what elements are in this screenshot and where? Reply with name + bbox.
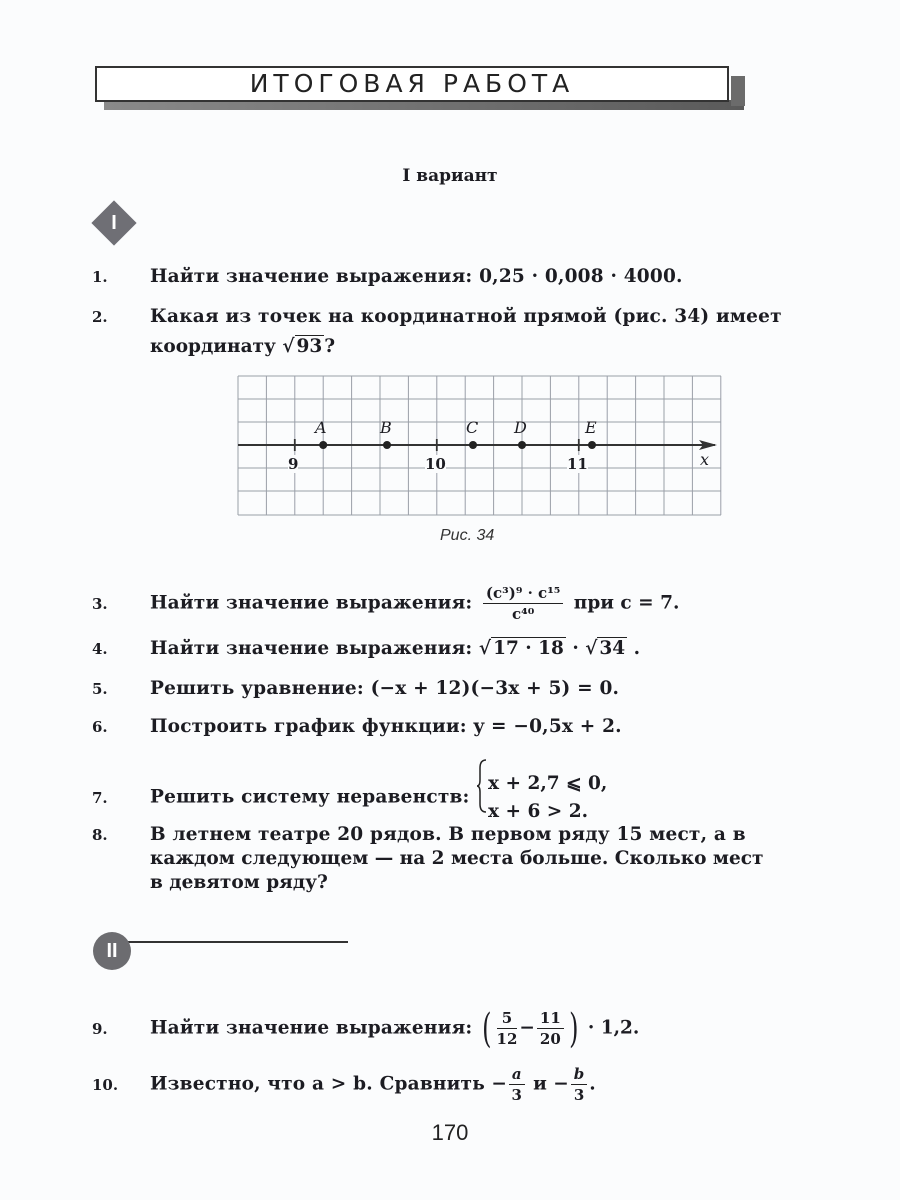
numerator: (c³)⁹ · c¹⁵	[483, 583, 563, 604]
question-1	[92, 264, 683, 290]
minus-sign: −	[519, 1017, 535, 1039]
denominator: 3	[573, 1086, 585, 1104]
question-number: 2.	[92, 308, 108, 326]
question-2-line-2	[150, 334, 335, 360]
question-number: 9.	[92, 1019, 108, 1038]
question-text: Найти значение выражения:	[150, 592, 473, 614]
inequality-1: x + 2,7 ⩽ 0,	[488, 772, 608, 794]
multiply-sign: ·	[565, 638, 586, 659]
page-title: ИТОГОВАЯ РАБОТА	[249, 69, 575, 98]
question-number: 5.	[92, 680, 108, 698]
fraction	[483, 583, 563, 624]
point-label-a: A	[315, 418, 327, 437]
question-number: 8.	[92, 826, 108, 844]
fraction-b-over-3	[571, 1064, 588, 1105]
point-label-e: E	[585, 418, 597, 437]
question-6	[92, 714, 622, 740]
sqrt-expression-1: √ 17 · 18	[478, 638, 564, 659]
radicand: 17 · 18	[493, 638, 564, 659]
question-10: 10. Известно, что a > b. Сравнить − $\frac{a}{3}$ и − $\frac{b}{3}$ .	[92, 1065, 596, 1104]
question-number: 7.	[92, 788, 108, 807]
question-8-line-3: в девятом ряду?	[150, 872, 328, 893]
numerator: 5	[497, 1008, 518, 1029]
denominator: c⁴⁰	[511, 605, 535, 623]
inequality-2: x + 6 > 2.	[488, 800, 589, 822]
numerator: 11	[537, 1008, 564, 1029]
question-suffix: · 1,2.	[587, 1017, 640, 1039]
sqrt-expression-2: √ 34	[585, 638, 626, 659]
axis-label-x: x	[700, 450, 710, 469]
section-2-circle-icon: II	[93, 932, 131, 970]
question-text: Какая из точек на координатной прямой (рис. 34) имеет	[150, 306, 782, 327]
numerator: b	[571, 1064, 588, 1085]
question-text: Решить уравнение: (−x + 12)(−3x + 5) = 0.	[150, 678, 620, 699]
radicand: 34	[599, 638, 626, 659]
question-number: 4.	[92, 640, 108, 658]
paren-close: )	[568, 1005, 579, 1052]
tick-label-11: 11	[567, 455, 588, 473]
radicand: 93	[296, 336, 323, 357]
variant-heading: I вариант	[402, 166, 498, 186]
question-text: Найти значение выражения:	[150, 638, 473, 659]
question-number: 3.	[92, 594, 108, 613]
question-number: 6.	[92, 718, 108, 736]
question-text: Известно, что a > b. Сравнить	[150, 1073, 485, 1095]
question-number: 10.	[92, 1075, 119, 1094]
question-2	[92, 304, 782, 330]
page-number: 170	[431, 1120, 469, 1145]
fraction-2	[537, 1008, 564, 1049]
question-8	[92, 822, 746, 848]
question-text: В летнем театре 20 рядов. В первом ряду 15 мест, а в	[150, 824, 746, 845]
number-line-graphic	[237, 375, 727, 520]
question-8-line-2: каждом следующем — на 2 места больше. Сколько мест	[150, 848, 764, 869]
question-suffix: .	[589, 1073, 596, 1095]
question-4	[92, 636, 640, 662]
banner-side-shadow	[731, 76, 745, 106]
tick-label-10: 10	[425, 455, 446, 473]
denominator: 12	[496, 1030, 518, 1048]
sqrt-expression: √ 93	[282, 336, 323, 357]
question-suffix: ?	[324, 336, 336, 357]
question-number: 1.	[92, 268, 108, 286]
fraction-a-over-3	[509, 1064, 525, 1105]
question-9	[92, 1005, 640, 1052]
question-text: Найти значение выражения:	[150, 1017, 473, 1039]
section-1-label: I	[111, 212, 117, 234]
conjunction: и	[533, 1073, 547, 1095]
denominator: 20	[539, 1030, 561, 1048]
section-2-rule	[118, 941, 348, 943]
denominator: 3	[511, 1086, 522, 1104]
figure-caption: Рис. 34	[440, 527, 495, 544]
question-suffix: .	[627, 638, 641, 659]
tick-label-9: 9	[288, 455, 299, 473]
paren-open: (	[482, 1005, 492, 1052]
point-label-b: B	[380, 418, 392, 437]
question-text: координату	[150, 336, 276, 357]
question-text: Решить систему неравенств:	[150, 786, 470, 808]
point-label-c: C	[466, 418, 479, 437]
question-text: Построить график функции: y = −0,5x + 2.	[150, 716, 622, 737]
question-3	[92, 583, 679, 624]
question-5	[92, 676, 619, 702]
inequality-system	[488, 770, 607, 826]
numerator: a	[509, 1064, 525, 1085]
point-label-d: D	[514, 418, 527, 437]
figure-number-line	[237, 375, 727, 524]
question-text: Найти значение выражения: 0,25 · 0,008 · 4000.	[150, 266, 683, 287]
question-suffix: при c = 7.	[573, 592, 680, 614]
fraction-1	[497, 1008, 518, 1049]
